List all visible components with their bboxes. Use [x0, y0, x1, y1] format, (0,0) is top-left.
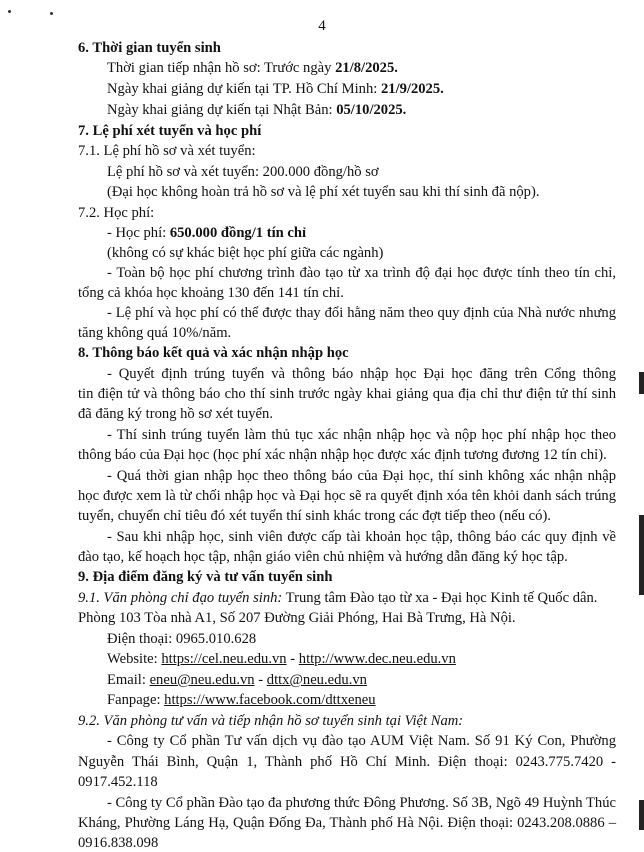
- subsection-7-1: 7.1. Lệ phí hồ sơ và xét tuyển:: [78, 143, 256, 159]
- paragraph-line: - Thí sinh trúng tuyển làm thủ tục xác nhận nhập học và nộp học phí nhập học theo: [107, 427, 616, 443]
- paragraph-line: đào tạo, kế hoạch học tập, nhận giáo viên chủ nhiệm và hướng dẫn đăng ký học tập.: [78, 549, 568, 565]
- email-link-dttx[interactable]: dttx@neu.edu.vn: [266, 672, 367, 688]
- opening-hcm-line: Ngày khai giảng dự kiến tại TP. Hồ Chí Minh: 21/9/2025.: [107, 81, 444, 97]
- paragraph-line: tổng cả khóa học khoảng 130 đến 141 tín chỉ.: [78, 285, 344, 301]
- section-7-heading: 7. Lệ phí xét tuyển và học phí: [78, 123, 262, 139]
- subsection-9-1: 9.1. Văn phòng chỉ đạo tuyển sinh: Trung tâm Đào tạo từ xa - Đại học Kinh tế Quốc dân.: [78, 590, 598, 606]
- email-line: Email: eneu@neu.edu.vn - dttx@neu.edu.vn: [107, 672, 367, 688]
- paragraph-line: - Quyết định trúng tuyển và thông báo nhập học Đại học đăng trên Cổng thông: [107, 366, 616, 382]
- paragraph-line: - Toàn bộ học phí chương trình đào tạo từ xa trình độ đại học được tính theo tín chỉ,: [107, 265, 616, 281]
- paragraph-line: tăng không quá 10%/năm.: [78, 325, 232, 341]
- subsection-9-2: 9.2. Văn phòng tư vấn và tiếp nhận hồ sơ tuyển sinh tại Việt Nam:: [78, 713, 464, 729]
- paragraph-line: - Quá thời gian nhập học theo thông báo của Đại học, thí sinh không xác nhận nhập: [107, 468, 616, 484]
- scan-edge: [639, 372, 644, 394]
- section-6-heading: 6. Thời gian tuyển sinh: [78, 40, 221, 56]
- paragraph-line: tuyển, chuyển chỉ tiêu đó xét tuyển thí sinh khác trong các đợt tiếp theo (nếu có).: [78, 508, 551, 524]
- website-link-cel[interactable]: https://cel.neu.edu.vn: [161, 651, 287, 667]
- scan-speck: [50, 12, 53, 15]
- office-phone: Điện thoại: 0965.010.628: [107, 631, 257, 647]
- scan-edge: [639, 800, 644, 830]
- paragraph-line: - Công ty Cổ phần Đào tạo đa phương thức Đông Phương. Số 3B, Ngõ 49 Huỳnh Thúc: [107, 795, 616, 811]
- paragraph-line: tin điện tử và thông báo cho thí sinh trước ngày khai giảng qua địa chỉ thư điện tử thí sinh: [78, 386, 616, 402]
- paragraph-line: học được xem là từ chối nhập học và Đại học sẽ ra quyết định xóa tên khỏi danh sách trúng: [78, 488, 616, 504]
- website-line: Website: https://cel.neu.edu.vn - http://www.dec.neu.edu.vn: [107, 651, 456, 667]
- section-8-heading: 8. Thông báo kết quả và xác nhận nhập học: [78, 345, 349, 361]
- tuition-line: - Học phí: 650.000 đồng/1 tín chỉ: [107, 225, 307, 241]
- subsection-7-2: 7.2. Học phí:: [78, 205, 155, 221]
- page-number: 4: [318, 18, 326, 34]
- paragraph-line: 0917.452.118: [78, 774, 158, 790]
- website-link-dec[interactable]: http://www.dec.neu.edu.vn: [298, 651, 456, 667]
- paragraph-line: 0916.838.098: [78, 835, 159, 851]
- application-fee: Lệ phí hồ sơ và xét tuyển: 200.000 đồng/hồ sơ: [107, 164, 379, 180]
- paragraph-line: - Lệ phí và học phí có thể được thay đổi hằng năm theo quy định của Nhà nước nhưng: [107, 305, 616, 321]
- refund-note: (Đại học không hoàn trả hồ sơ và lệ phí xét tuyển sau khi thí sinh đã nộp).: [107, 184, 540, 200]
- office-address: Phòng 103 Tòa nhà A1, Số 207 Đường Giải Phóng, Hai Bà Trưng, Hà Nội.: [78, 610, 516, 626]
- paragraph-line: Kháng, Phường Láng Hạ, Quận Đống Đa, Thành phố Hà Nội. Điện thoại: 0243.208.0886 –: [78, 815, 616, 831]
- paragraph-line: đã đăng ký trong hồ sơ xét tuyển.: [78, 406, 273, 422]
- paragraph-line: - Công ty Cổ phần Tư vấn dịch vụ đào tạo AUM Việt Nam. Số 91 Ký Con, Phường: [107, 733, 616, 749]
- fanpage-link[interactable]: https://www.facebook.com/dttxeneu: [164, 692, 376, 708]
- paragraph-line: Nguyễn Thái Bình, Quận 1, Thành phố Hồ Chí Minh. Điện thoại: 0243.775.7420 -: [78, 754, 616, 770]
- section-9-heading: 9. Địa điểm đăng ký và tư vấn tuyển sinh: [78, 569, 333, 585]
- paragraph-line: - Sau khi nhập học, sinh viên được cấp tài khoản học tập, thông báo các quy định về: [107, 529, 616, 545]
- tuition-note: (không có sự khác biệt học phí giữa các ngành): [107, 245, 384, 261]
- scan-edge: [639, 515, 644, 595]
- opening-japan-line: Ngày khai giảng dự kiến tại Nhật Bản: 05/10/2025.: [107, 102, 407, 118]
- fanpage-line: Fanpage: https://www.facebook.com/dttxeneu: [107, 692, 376, 708]
- paragraph-line: thông báo của Đại học (học phí xác nhận nhập học được xác định tương đương 12 tín chỉ).: [78, 447, 607, 463]
- scan-speck: [8, 10, 11, 13]
- email-link-eneu[interactable]: eneu@neu.edu.vn: [149, 672, 255, 688]
- deadline-line: Thời gian tiếp nhận hồ sơ: Trước ngày 21/8/2025.: [107, 60, 398, 76]
